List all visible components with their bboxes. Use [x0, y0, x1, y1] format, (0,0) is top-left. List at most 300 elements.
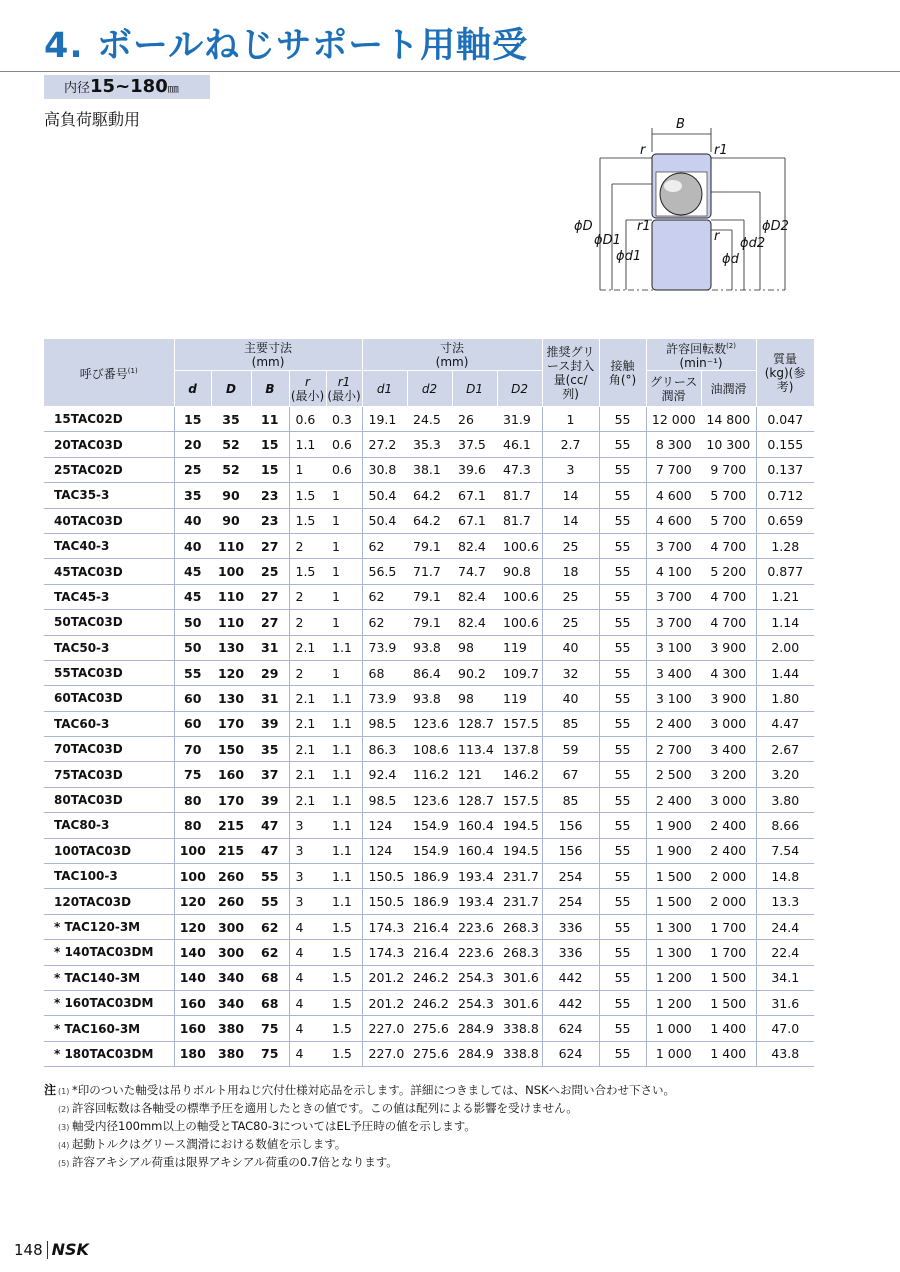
table-cell: 56.5: [362, 559, 407, 584]
table-cell: 254.3: [452, 965, 497, 990]
table-cell: 2 400: [701, 838, 756, 863]
bearing-designation-cell: TAC50-3: [44, 635, 174, 660]
table-cell: 1.5: [326, 940, 362, 965]
table-row: [44, 787, 814, 812]
table-cell: 55: [599, 940, 646, 965]
table-cell: 47: [251, 838, 289, 863]
table-cell: 157.5: [497, 787, 542, 812]
table-cell: 55: [599, 686, 646, 711]
label-r1-mid: r1: [637, 219, 651, 234]
table-cell: 50: [174, 610, 211, 635]
table-cell: 26: [452, 407, 497, 432]
table-cell: 50.4: [362, 483, 407, 508]
table-cell: 260: [211, 864, 251, 889]
table-cell: 55: [599, 483, 646, 508]
table-cell: 62: [362, 610, 407, 635]
table-cell: 40: [542, 686, 599, 711]
label-phi-D: ϕD: [574, 219, 593, 234]
table-cell: 62: [362, 584, 407, 609]
table-cell: 119: [497, 635, 542, 660]
table-cell: 1: [289, 457, 326, 482]
table-cell: 98: [452, 686, 497, 711]
table-cell: 8 300: [646, 432, 701, 457]
table-cell: 1 300: [646, 940, 701, 965]
table-cell: 338.8: [497, 1041, 542, 1066]
table-cell: 98.5: [362, 787, 407, 812]
table-cell: 80: [174, 813, 211, 838]
bearing-designation-cell: 75TAC03D: [44, 762, 174, 787]
table-cell: 380: [211, 1016, 251, 1041]
table-cell: 3 700: [646, 610, 701, 635]
table-row: [44, 457, 814, 482]
table-cell: 1.1: [326, 813, 362, 838]
table-cell: 1.1: [326, 711, 362, 736]
note-item: (3) 軸受内径100mm以上の軸受とTAC80-3についてはEL予圧時の値を示します。: [58, 1119, 476, 1133]
bearing-designation-cell: 80TAC03D: [44, 787, 174, 812]
table-cell: 275.6: [407, 1016, 452, 1041]
table-cell: 55: [599, 838, 646, 863]
table-cell: 624: [542, 1041, 599, 1066]
table-cell: 154.9: [407, 838, 452, 863]
note-item: (5) 許容アキシアル荷重は限界アキシアル荷重の0.7倍となります。: [58, 1155, 398, 1169]
table-cell: 1.5: [326, 1016, 362, 1041]
table-cell: 100.6: [497, 584, 542, 609]
table-cell: 4 600: [646, 508, 701, 533]
table-cell: 2.1: [289, 686, 326, 711]
table-cell: 227.0: [362, 1016, 407, 1041]
table-cell: 1 000: [646, 1041, 701, 1066]
table-cell: 3: [289, 813, 326, 838]
table-cell: 38.1: [407, 457, 452, 482]
header-r1: r1 (最小): [326, 371, 362, 407]
table-row: [44, 990, 814, 1015]
table-cell: 3 400: [701, 737, 756, 762]
table-cell: 1: [326, 610, 362, 635]
table-cell: 90: [211, 508, 251, 533]
table-cell: 27: [251, 533, 289, 558]
table-cell: 442: [542, 990, 599, 1015]
table-cell: 2: [289, 584, 326, 609]
table-cell: 154.9: [407, 813, 452, 838]
table-cell: 100.6: [497, 610, 542, 635]
notes-label: 注: [44, 1083, 57, 1097]
table-cell: 1.1: [326, 762, 362, 787]
table-cell: 50: [174, 635, 211, 660]
table-cell: 11: [251, 407, 289, 432]
table-row: [44, 813, 814, 838]
table-cell: 4.47: [756, 711, 814, 736]
label-phi-d: ϕd: [722, 252, 739, 267]
table-cell: 35: [251, 737, 289, 762]
table-cell: 140: [174, 965, 211, 990]
table-cell: 1.1: [326, 864, 362, 889]
table-cell: 146.2: [497, 762, 542, 787]
table-cell: 4 700: [701, 584, 756, 609]
label-r-top: r: [640, 143, 646, 158]
table-cell: 19.1: [362, 407, 407, 432]
label-r-mid: r: [714, 229, 720, 244]
table-cell: 231.7: [497, 889, 542, 914]
table-cell: 156: [542, 838, 599, 863]
table-cell: 98: [452, 635, 497, 660]
table-cell: 68: [251, 965, 289, 990]
table-cell: 284.9: [452, 1016, 497, 1041]
table-cell: 1.5: [289, 508, 326, 533]
table-cell: 46.1: [497, 432, 542, 457]
table-cell: 25: [542, 533, 599, 558]
label-B: B: [676, 117, 685, 132]
table-cell: 90.8: [497, 559, 542, 584]
table-cell: 3 900: [701, 686, 756, 711]
table-cell: 3 700: [646, 584, 701, 609]
table-cell: 3: [289, 864, 326, 889]
table-cell: 123.6: [407, 787, 452, 812]
header-r: r (最小): [289, 371, 326, 407]
table-row: [44, 508, 814, 533]
table-cell: 10 300: [701, 432, 756, 457]
table-cell: 25: [251, 559, 289, 584]
table-cell: 120: [174, 889, 211, 914]
table-cell: 1.1: [326, 737, 362, 762]
header-d2: d2: [407, 371, 452, 407]
table-cell: 7.54: [756, 838, 814, 863]
bearing-cross-section-diagram: [560, 110, 800, 300]
table-cell: 216.4: [407, 940, 452, 965]
bearing-designation-cell: TAC40-3: [44, 533, 174, 558]
header-D: D: [211, 371, 251, 407]
table-cell: 223.6: [452, 914, 497, 939]
table-cell: 1: [326, 660, 362, 685]
table-cell: 1.14: [756, 610, 814, 635]
table-cell: 2: [289, 610, 326, 635]
table-cell: 2 500: [646, 762, 701, 787]
table-cell: 301.6: [497, 990, 542, 1015]
note-item: (4) 起動トルクはグリース潤滑における数値を示します。: [58, 1137, 347, 1151]
table-cell: 55: [251, 889, 289, 914]
table-cell: 3 400: [646, 660, 701, 685]
table-cell: 150.5: [362, 864, 407, 889]
table-cell: 137.8: [497, 737, 542, 762]
table-cell: 82.4: [452, 610, 497, 635]
table-cell: 55: [599, 508, 646, 533]
header-d: d: [174, 371, 211, 407]
table-cell: 123.6: [407, 711, 452, 736]
header-grease-lubrication: グリース潤滑: [646, 371, 701, 407]
table-cell: 223.6: [452, 940, 497, 965]
table-cell: 86.3: [362, 737, 407, 762]
table-cell: 34.1: [756, 965, 814, 990]
table-cell: 7 700: [646, 457, 701, 482]
table-cell: 156: [542, 813, 599, 838]
table-cell: 1.5: [326, 990, 362, 1015]
table-cell: 174.3: [362, 940, 407, 965]
table-cell: 55: [251, 864, 289, 889]
table-cell: 109.7: [497, 660, 542, 685]
table-cell: 71.7: [407, 559, 452, 584]
table-cell: 1.1: [326, 686, 362, 711]
table-cell: 2 700: [646, 737, 701, 762]
header-D1: D1: [452, 371, 497, 407]
table-cell: 5 700: [701, 483, 756, 508]
bearing-designation-cell: 50TAC03D: [44, 610, 174, 635]
page-subtitle: 高負荷駆動用: [44, 110, 141, 129]
table-cell: 110: [211, 610, 251, 635]
table-cell: 25: [542, 584, 599, 609]
table-cell: 60: [174, 686, 211, 711]
bearing-designation-cell: 100TAC03D: [44, 838, 174, 863]
table-row: [44, 838, 814, 863]
table-cell: 60: [174, 711, 211, 736]
table-cell: 55: [599, 559, 646, 584]
table-cell: 74.7: [452, 559, 497, 584]
table-cell: 40: [174, 533, 211, 558]
table-cell: 67.1: [452, 483, 497, 508]
bearing-designation-cell: 25TAC02D: [44, 457, 174, 482]
table-cell: 55: [599, 990, 646, 1015]
table-cell: 31.9: [497, 407, 542, 432]
table-cell: 82.4: [452, 584, 497, 609]
table-cell: 12 000: [646, 407, 701, 432]
table-cell: 246.2: [407, 990, 452, 1015]
table-cell: 18: [542, 559, 599, 584]
table-cell: 52: [211, 432, 251, 457]
table-cell: 260: [211, 889, 251, 914]
table-row: [44, 737, 814, 762]
table-cell: 3.80: [756, 787, 814, 812]
table-cell: 254.3: [452, 990, 497, 1015]
table-cell: 4: [289, 1016, 326, 1041]
table-cell: 24.5: [407, 407, 452, 432]
table-cell: 32: [542, 660, 599, 685]
bearing-designation-cell: TAC80-3: [44, 813, 174, 838]
table-cell: 119: [497, 686, 542, 711]
table-cell: 186.9: [407, 864, 452, 889]
label-phi-D2: ϕD2: [762, 219, 789, 234]
table-cell: 73.9: [362, 635, 407, 660]
bearing-designation-cell: TAC100-3: [44, 864, 174, 889]
table-cell: 624: [542, 1016, 599, 1041]
table-cell: 140: [174, 940, 211, 965]
table-row: [44, 610, 814, 635]
table-cell: 30.8: [362, 457, 407, 482]
label-r1-top: r1: [714, 143, 728, 158]
table-row: [44, 407, 814, 432]
table-cell: 2.1: [289, 635, 326, 660]
table-cell: 85: [542, 711, 599, 736]
table-cell: 55: [599, 457, 646, 482]
table-cell: 55: [599, 762, 646, 787]
header-main-dimensions: 主要寸法 (mm): [174, 339, 362, 371]
table-cell: 284.9: [452, 1041, 497, 1066]
table-cell: 160: [174, 1016, 211, 1041]
table-cell: 120: [211, 660, 251, 685]
table-cell: 64.2: [407, 508, 452, 533]
table-cell: 47.3: [497, 457, 542, 482]
table-cell: 86.4: [407, 660, 452, 685]
table-cell: 186.9: [407, 889, 452, 914]
bearing-designation-cell: 20TAC03D: [44, 432, 174, 457]
table-cell: 55: [599, 635, 646, 660]
table-cell: 64.2: [407, 483, 452, 508]
table-cell: 1 300: [646, 914, 701, 939]
bearing-designation-cell: 55TAC03D: [44, 660, 174, 685]
table-cell: 4 300: [701, 660, 756, 685]
table-cell: 116.2: [407, 762, 452, 787]
table-cell: 3 100: [646, 635, 701, 660]
table-cell: 68: [251, 990, 289, 1015]
table-cell: 37: [251, 762, 289, 787]
bearing-designation-cell: TAC35-3: [44, 483, 174, 508]
table-cell: 0.6: [326, 457, 362, 482]
table-cell: 128.7: [452, 787, 497, 812]
table-cell: 52: [211, 457, 251, 482]
table-cell: 59: [542, 737, 599, 762]
table-cell: 62: [251, 940, 289, 965]
table-cell: 43.8: [756, 1041, 814, 1066]
table-cell: 1 400: [701, 1041, 756, 1066]
table-cell: 194.5: [497, 813, 542, 838]
table-cell: 300: [211, 914, 251, 939]
table-cell: 2 400: [701, 813, 756, 838]
table-cell: 336: [542, 940, 599, 965]
table-cell: 100: [174, 864, 211, 889]
table-cell: 2.1: [289, 787, 326, 812]
table-cell: 4: [289, 1041, 326, 1066]
table-cell: 55: [599, 407, 646, 432]
table-cell: 108.6: [407, 737, 452, 762]
table-cell: 121: [452, 762, 497, 787]
table-cell: 62: [251, 914, 289, 939]
table-row: [44, 635, 814, 660]
table-cell: 3: [542, 457, 599, 482]
table-cell: 29: [251, 660, 289, 685]
page-number: 148: [14, 1241, 48, 1259]
table-cell: 4: [289, 940, 326, 965]
label-phi-d1: ϕd1: [616, 249, 642, 264]
table-row: [44, 533, 814, 558]
table-cell: 39: [251, 711, 289, 736]
table-cell: 55: [599, 533, 646, 558]
table-row: [44, 940, 814, 965]
table-cell: 340: [211, 965, 251, 990]
table-cell: 23: [251, 483, 289, 508]
table-cell: 14: [542, 483, 599, 508]
table-row: [44, 889, 814, 914]
table-cell: 113.4: [452, 737, 497, 762]
table-cell: 47: [251, 813, 289, 838]
table-cell: 90: [211, 483, 251, 508]
header-B: B: [251, 371, 289, 407]
table-cell: 50.4: [362, 508, 407, 533]
table-row: [44, 559, 814, 584]
bearing-designation-cell: * 180TAC03DM: [44, 1041, 174, 1066]
table-cell: 124: [362, 813, 407, 838]
table-cell: 55: [599, 737, 646, 762]
table-cell: 1.1: [326, 838, 362, 863]
table-cell: 1 200: [646, 990, 701, 1015]
table-row: [44, 965, 814, 990]
table-cell: 0.047: [756, 407, 814, 432]
table-cell: 55: [599, 1041, 646, 1066]
table-cell: 14.8: [756, 864, 814, 889]
table-cell: 1 500: [701, 990, 756, 1015]
label-phi-d2: ϕd2: [740, 236, 766, 251]
table-row: [44, 864, 814, 889]
bearing-designation-cell: 120TAC03D: [44, 889, 174, 914]
table-row: [44, 686, 814, 711]
table-cell: 0.137: [756, 457, 814, 482]
table-row: [44, 432, 814, 457]
table-cell: 35: [211, 407, 251, 432]
table-cell: 73.9: [362, 686, 407, 711]
table-cell: 4 700: [701, 610, 756, 635]
note-item: 注 (1) *印のついた軸受は吊りボルト用ねじ穴付仕様対応品を示します。詳細につきましては、NSKへお問い合わせ下さい。: [44, 1083, 676, 1097]
table-row: [44, 1041, 814, 1066]
table-cell: 201.2: [362, 965, 407, 990]
table-cell: 336: [542, 914, 599, 939]
range-prefix: 内径: [64, 81, 91, 96]
table-cell: 3: [289, 889, 326, 914]
bearing-designation-cell: * 140TAC03DM: [44, 940, 174, 965]
table-row: [44, 660, 814, 685]
table-cell: 1.1: [289, 432, 326, 457]
table-cell: 1 500: [646, 889, 701, 914]
table-cell: 15: [251, 457, 289, 482]
table-cell: 35: [174, 483, 211, 508]
table-cell: 3 700: [646, 533, 701, 558]
table-cell: 79.1: [407, 584, 452, 609]
table-cell: 81.7: [497, 508, 542, 533]
bearing-designation-cell: 40TAC03D: [44, 508, 174, 533]
table-cell: 2.1: [289, 762, 326, 787]
table-cell: 300: [211, 940, 251, 965]
table-cell: 1 200: [646, 965, 701, 990]
table-cell: 254: [542, 889, 599, 914]
table-cell: 55: [599, 813, 646, 838]
table-cell: 15: [251, 432, 289, 457]
table-cell: 1 700: [701, 914, 756, 939]
table-cell: 193.4: [452, 889, 497, 914]
table-cell: 340: [211, 990, 251, 1015]
table-cell: 40: [174, 508, 211, 533]
bearing-designation-cell: * TAC120-3M: [44, 914, 174, 939]
table-cell: 1.1: [326, 889, 362, 914]
table-cell: 82.4: [452, 533, 497, 558]
header-limiting-speed: 許容回転数$^{(2)}$ (min⁻¹): [646, 339, 756, 371]
table-cell: 27: [251, 610, 289, 635]
table-cell: 160: [211, 762, 251, 787]
table-cell: 55: [599, 787, 646, 812]
header-dimensions: 寸法 (mm): [362, 339, 542, 371]
table-cell: 80: [174, 787, 211, 812]
table-cell: 31: [251, 635, 289, 660]
table-cell: 55: [599, 914, 646, 939]
bearing-spec-table: [44, 339, 815, 1067]
table-cell: 124: [362, 838, 407, 863]
header-D2: D2: [497, 371, 542, 407]
table-cell: 380: [211, 1041, 251, 1066]
bearing-designation-cell: 60TAC03D: [44, 686, 174, 711]
table-cell: 20: [174, 432, 211, 457]
table-cell: 1: [326, 533, 362, 558]
table-cell: 2: [289, 660, 326, 685]
table-cell: 5 200: [701, 559, 756, 584]
table-cell: 23: [251, 508, 289, 533]
table-cell: 67.1: [452, 508, 497, 533]
table-cell: 1 900: [646, 813, 701, 838]
bearing-designation-cell: TAC60-3: [44, 711, 174, 736]
table-cell: 3: [289, 838, 326, 863]
